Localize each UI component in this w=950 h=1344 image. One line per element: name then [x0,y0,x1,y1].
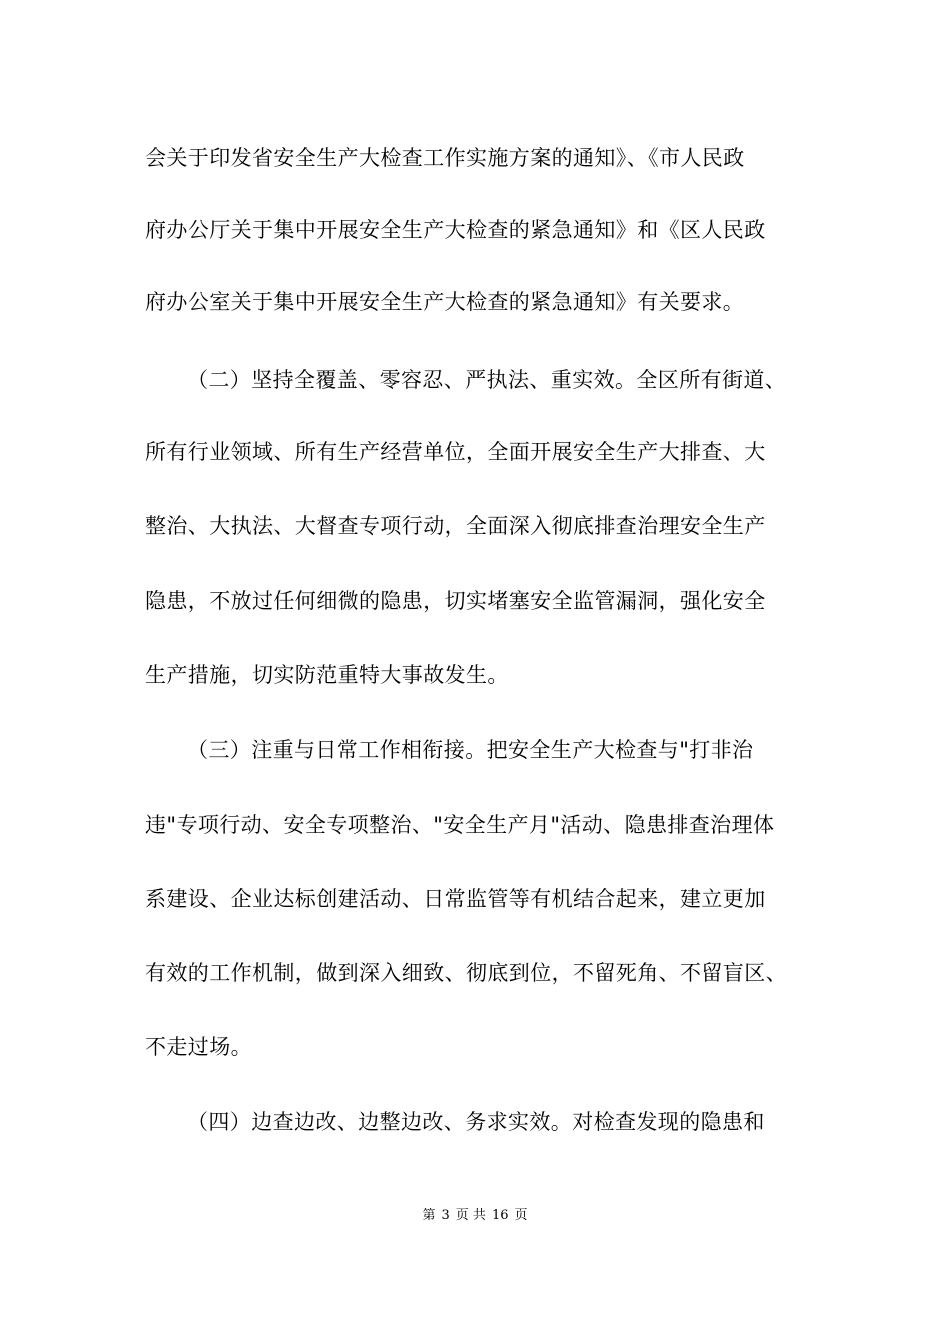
paragraph-start-line: （四）边查边改、边整边改、务求实效。对检查发现的隐患和 [187,1110,765,1134]
footer-total-pages: 16 [491,1208,509,1223]
footer-current-page: 3 [441,1208,450,1223]
footer-suffix: 页 [514,1208,528,1223]
text-line: 府办公室关于集中开展安全生产大检查的紧急通知》有关要求。 [145,290,745,314]
text-line: 有效的工作机制，做到深入细致、彻底到位，不留死角、不留盲区、 [145,961,787,985]
text-line: 不走过场。 [145,1035,252,1059]
text-line: 府办公厅关于集中开展安全生产大检查的紧急通知》和《区人民政 [145,218,766,242]
text-line: 系建设、企业达标创建活动、日常监管等有机结合起来，建立更加 [145,887,766,911]
footer-prefix: 第 [422,1208,436,1223]
footer-middle: 页 共 [455,1208,486,1223]
paragraph-start-line: （二）坚持全覆盖、零容忍、严执法、重实效。全区所有街道、 [187,368,787,392]
text-line: 生产措施，切实防范重特大事故发生。 [145,663,509,687]
text-line: 所有行业领域、所有生产经营单位，全面开展安全生产大排查、大 [145,440,766,464]
text-line: 隐患，不放过任何细微的隐患，切实堵塞安全监管漏洞，强化安全 [145,589,766,613]
page-footer [0,1206,950,1226]
paragraph-start-line: （三）注重与日常工作相衔接。把安全生产大检查与"打非治 [187,738,754,762]
text-line: 整治、大执法、大督查专项行动，全面深入彻底排查治理安全生产 [145,514,766,538]
text-line: 会关于印发省安全生产大检查工作实施方案的通知》、《市人民政 [145,146,745,170]
text-line: 违"专项行动、安全专项整治、"安全生产月"活动、隐患排查治理体 [145,813,775,837]
